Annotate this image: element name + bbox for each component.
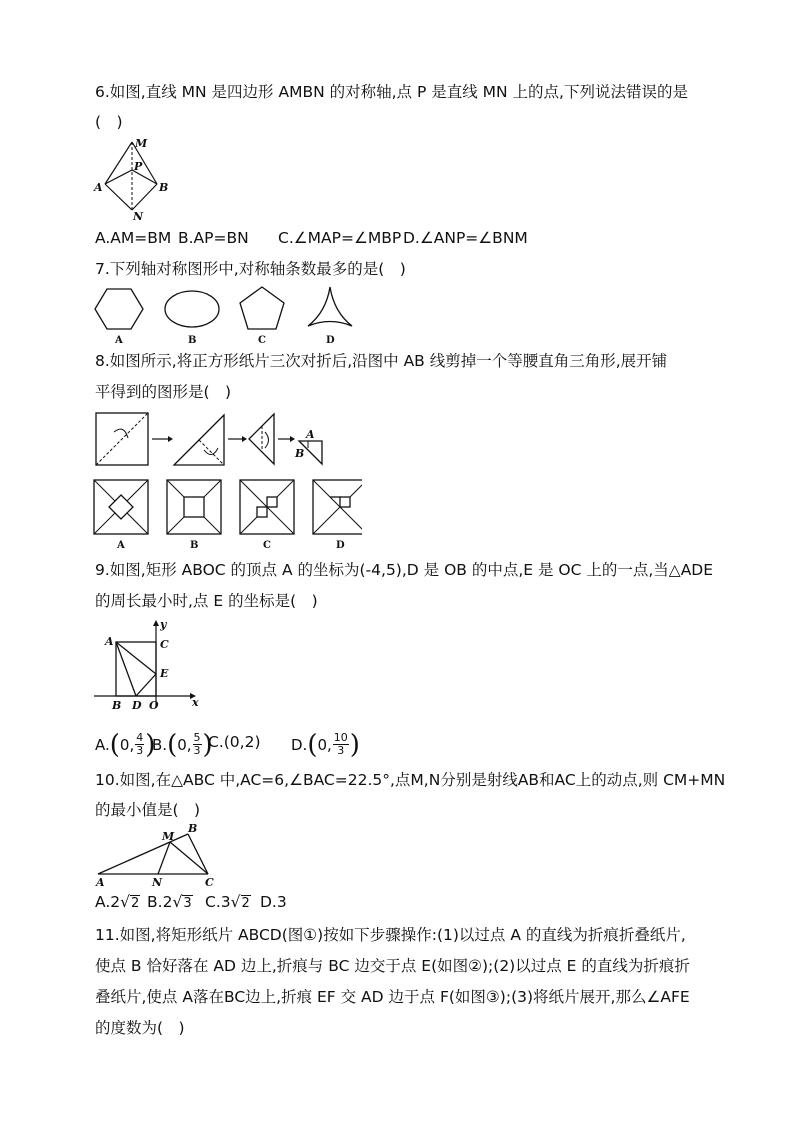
q9-label-d: D <box>132 699 142 712</box>
q6-segment-am <box>105 142 132 184</box>
q7-hexagon-shape <box>95 289 143 329</box>
q6-label-m: M <box>135 137 148 150</box>
q10-label-a: A <box>96 876 105 888</box>
q9-segment-de <box>136 674 156 696</box>
q7-stem: 7.下列轴对称图形中,对称轴条数最多的是( ) <box>95 260 406 278</box>
q10-option-b-root-icon: √ <box>172 893 183 911</box>
q8-choice-c-hole1 <box>267 497 277 507</box>
q11-line4: 的度数为( ) <box>95 1019 185 1037</box>
q6-option-b: B.AP=BN <box>178 229 249 247</box>
q8-step2-fold-line <box>199 440 224 465</box>
q11-line3: 叠纸片,使点 A落在BC边上,折痕 EF 交 AD 边于点 F(如图③);(3)将纸片展开,那么∠AFE <box>95 988 690 1006</box>
q10-segment-mc <box>170 842 208 874</box>
q10-label-m: M <box>162 830 175 843</box>
q11-line2: 使点 B 恰好落在 AD 边上,折痕与 BC 边交于点 E(如图②);(2)以过点 E 的直线为折痕折 <box>95 957 690 975</box>
q9-option-b-zero: 0, <box>177 735 192 754</box>
q9-label-y: y <box>160 618 167 631</box>
q9-option-d-numerator: 10 <box>333 731 348 744</box>
q9-coordinate-figure <box>92 616 202 714</box>
q10-option-a-coef: 2 <box>110 893 121 911</box>
q11-line1: 11.如图,将矩形纸片 ABCD(图①)按如下步骤操作:(1)以过点 A 的直线为折痕折叠纸片, <box>95 926 686 944</box>
q10-stem-line1: 10.如图,在△ABC 中,AC=6,∠BAC=22.5°,点M,N分别是射线AB和AC上的动点,则 CM+MN <box>95 771 726 789</box>
q9-option-a-numerator: 4 <box>136 731 144 744</box>
q8-caption-c: C <box>263 540 271 550</box>
q6-label-p: P <box>134 160 143 173</box>
q8-choice-c-hole2 <box>257 507 267 517</box>
q8-choice-d-diag2 <box>313 480 362 534</box>
q10-segment-ab <box>98 834 188 874</box>
q9-option-a-zero: 0, <box>119 735 135 754</box>
q8-stem-line2: 平得到的图形是( ) <box>95 383 232 401</box>
q10-option-b-prefix: B. <box>147 893 163 911</box>
q9-stem-line1: 9.如图,矩形 ABOC 的顶点 A 的坐标为(-4,5),D 是 OB 的中点,E 是 OC 上的一点,当△ADE <box>95 561 714 579</box>
q10-option-b-radicand: 3 <box>183 896 192 911</box>
q10-option-a-prefix: A. <box>95 893 111 911</box>
q9-label-b: B <box>112 699 122 712</box>
q10-label-b: B <box>188 822 198 835</box>
q8-label-a: A <box>306 428 315 441</box>
q9-option-a-prefix: A. <box>95 735 110 754</box>
q9-option-c: C.(0,2) <box>208 733 261 751</box>
q6-option-d: D.∠ANP=∠BNM <box>403 229 528 247</box>
q10-label-c: C <box>205 876 214 888</box>
q9-option-a-denominator: 3 <box>136 744 144 757</box>
q6-stem-line1: 6.如图,直线 MN 是四边形 AMBN 的对称轴,点 P 是直线 MN 上的点,下列说法错误的是 <box>95 83 688 101</box>
q10-segment-bc <box>188 834 208 874</box>
q10-option-c-radicand: 2 <box>241 896 250 911</box>
q7-curved-triangle-shape <box>308 287 352 326</box>
q7-pentagon-shape <box>240 287 284 329</box>
q9-option-b-prefix: B. <box>152 735 168 754</box>
q8-label-b: B <box>295 447 305 460</box>
q8-arrowhead-2-icon <box>242 436 247 442</box>
q9-option-d: D. ( 0, $\frac{10}{3}$ ) <box>291 729 360 760</box>
q7-caption-a: A <box>115 335 123 346</box>
q8-step1-fold-line <box>96 413 148 465</box>
q9-option-d-denominator: 3 <box>337 744 345 757</box>
q9-option-d-prefix: D. <box>291 735 308 754</box>
q7-caption-d: D <box>326 335 335 346</box>
q10-option-c <box>205 892 251 914</box>
q6-kite-figure <box>92 136 172 224</box>
q6-label-a: A <box>94 181 103 194</box>
q10-label-n: N <box>152 876 163 888</box>
q8-choice-b-hole <box>184 497 204 517</box>
q9-option-b-denominator: 3 <box>193 744 201 757</box>
q8-step1-fold-arrow-icon <box>114 429 128 438</box>
q6-segment-an <box>105 184 132 210</box>
q8-step2-fold-arrow-icon <box>204 448 218 455</box>
q8-caption-d: D <box>336 540 345 550</box>
q9-option-d-zero: 0, <box>317 735 332 754</box>
q8-choice-d-diag1 <box>313 480 362 534</box>
q8-caption-b: B <box>190 540 199 550</box>
q8-arrowhead-3-icon <box>290 436 295 442</box>
q8-choice-d-square <box>313 480 362 534</box>
q10-stem-line2: 的最小值是( ) <box>95 801 201 819</box>
q9-label-e: E <box>160 667 169 680</box>
q9-label-o: O <box>149 699 159 712</box>
q8-choice-d-hole1 <box>340 497 350 507</box>
q9-option-b-numerator: 5 <box>193 731 201 744</box>
q10-option-a <box>95 892 140 914</box>
q10-option-b <box>147 892 193 914</box>
q6-stem-line2: ( ) <box>95 113 123 131</box>
q8-folding-steps-figure <box>94 410 344 470</box>
q6-label-b: B <box>159 181 169 194</box>
q9-stem-line2: 的周长最小时,点 E 的坐标是( ) <box>95 592 318 610</box>
q6-option-a: A.AM=BM <box>95 229 172 247</box>
q6-label-n: N <box>133 210 144 223</box>
q9-label-a: A <box>105 635 114 648</box>
q7-shapes-figure <box>90 284 370 346</box>
q9-y-axis-arrow-icon <box>153 620 159 626</box>
q8-caption-a: A <box>117 540 125 550</box>
q8-stem-line1: 8.如图所示,将正方形纸片三次对折后,沿图中 AB 线剪掉一个等腰直角三角形,展开铺 <box>95 352 668 370</box>
q10-option-c-coef: 3 <box>220 893 231 911</box>
q10-option-a-root-icon: √ <box>120 893 131 911</box>
q9-option-a: A. ( 0, $\frac{4}{3}$ ) <box>95 729 156 760</box>
q10-option-a-radicand: 2 <box>131 896 140 911</box>
q6-option-c: C.∠MAP=∠MBP <box>278 229 402 247</box>
q8-answer-choices-figure <box>92 478 362 550</box>
q7-ellipse-shape <box>165 291 219 327</box>
q10-option-c-root-icon: √ <box>230 893 241 911</box>
q7-caption-b: B <box>188 335 197 346</box>
q10-triangle-figure <box>92 822 222 888</box>
q10-option-c-prefix: C. <box>205 893 221 911</box>
q10-option-d: D.3 <box>260 893 287 911</box>
q9-option-b: B. ( 0, $\frac{5}{3}$ ) <box>152 729 213 760</box>
q8-arrowhead-1-icon <box>168 436 173 442</box>
q10-option-b-coef: 2 <box>162 893 173 911</box>
q6-segment-bn <box>132 184 157 210</box>
q7-caption-c: C <box>258 335 266 346</box>
q8-step3-fold-arrow-icon <box>265 432 269 448</box>
q9-label-c: C <box>160 638 169 651</box>
q9-label-x: x <box>192 696 199 709</box>
